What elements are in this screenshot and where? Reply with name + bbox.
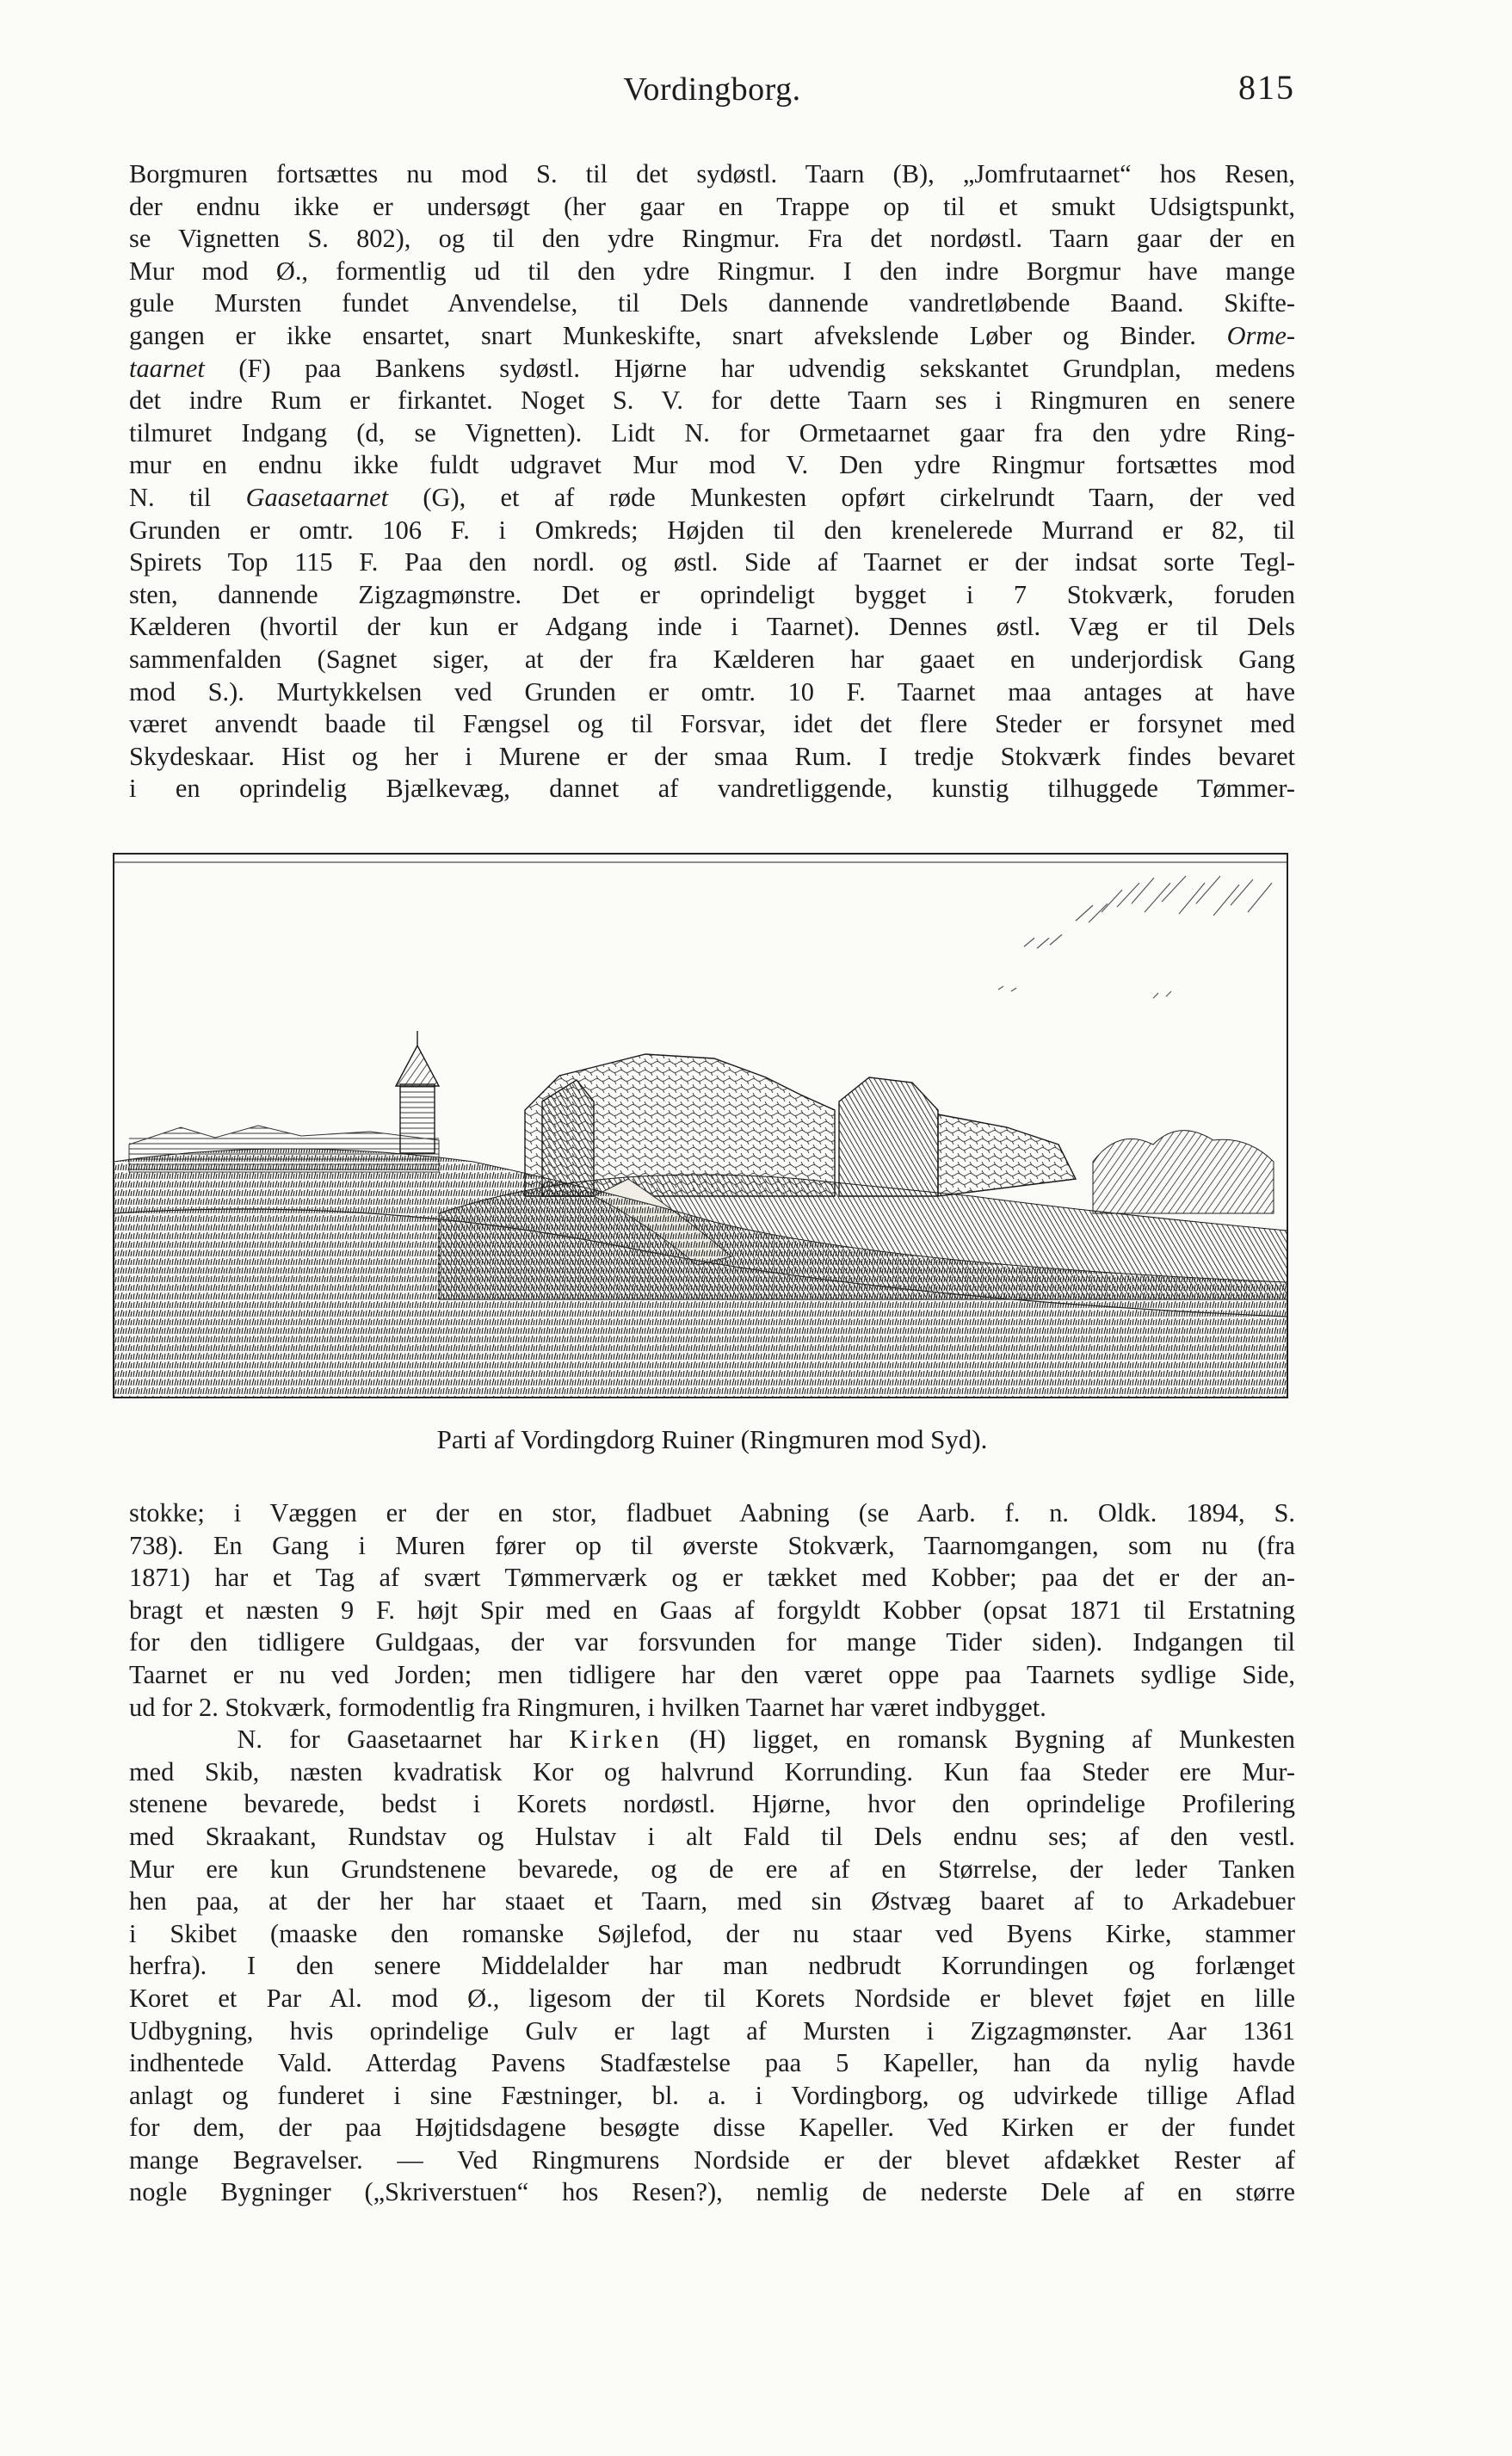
text-line: Skydeskaar. Hist og her i Murene er der smaa Rum. I tredje Stokværk findes bevaret bbox=[129, 741, 1295, 771]
figure-caption: Parti af Vordingdorg Ruiner (Ringmuren mod Syd). bbox=[436, 1424, 988, 1454]
text-line: for dem, der paa Højtidsdagene besøgte disse Kapeller. Ved Kirken er der fundet bbox=[129, 2113, 1295, 2143]
text-line: mur en endnu ikke fuldt udgravet Mur mod V. Den ydre Ringmur fortsættes mod bbox=[129, 450, 1295, 480]
text-line: Mur ere kun Grundstenene bevarede, og de ere af en Størrelse, der leder Tanken bbox=[129, 1854, 1295, 1884]
text-line: i en oprindelig Bjælkevæg, dannet af vandretliggende, kunstig tilhuggede Tømmer- bbox=[129, 774, 1295, 804]
text-line: for den tidligere Guldgaas, der var forsvunden for mange Tider siden). Indgangen til bbox=[129, 1627, 1295, 1657]
text-line: Grunden er omtr. 106 F. i Omkreds; Højden til den krenelerede Murrand er 82, til bbox=[129, 515, 1295, 545]
engraving-illustration bbox=[112, 852, 1289, 1399]
text-line: ud for 2. Stokværk, formodentlig fra Ringmuren, i hvilken Taarnet har været indbygget. bbox=[129, 1692, 1046, 1722]
text-line: det indre Rum er firkantet. Noget S. V. for dette Taarn ses i Ringmuren en senere bbox=[129, 386, 1295, 416]
spaced-term: Kirken bbox=[569, 1725, 663, 1755]
text-line: gule Mursten fundet Anvendelse, til Dels dannende vandretløbende Baand. Skifte- bbox=[129, 288, 1295, 318]
italic-term: Orme- bbox=[1226, 320, 1295, 350]
page-number: 815 bbox=[1238, 68, 1295, 107]
text-line bbox=[129, 1724, 1295, 1756]
text-line: stenene bevarede, bedst i Korets nordøstl. Hjørne, hvor den oprindelige Profilering bbox=[129, 1789, 1295, 1819]
text-line: bragt et næsten 9 F. højt Spir med en Gaas af forgyldt Kobber (opsat 1871 til Erstatning bbox=[129, 1595, 1295, 1625]
text-segment: N. til bbox=[129, 482, 212, 512]
text-line: herfra). I den senere Middelalder har man nedbrudt Korrundingen og forlænget bbox=[129, 1951, 1295, 1981]
text-line: sammenfalden (Sagnet siger, at der fra Kælderen har gaaet en underjordisk Gang bbox=[129, 644, 1295, 674]
text-segment: gangen er ikke ensartet, snart Munkeskifte, snart afvekslende Løber og Binder. bbox=[129, 320, 1196, 350]
text-line: Borgmuren fortsættes nu mod S. til det sydøstl. Taarn (B), „Jomfrutaarnet“ hos Resen, bbox=[129, 159, 1295, 188]
text-segment: (H) ligget, en romansk Bygning af Munkesten bbox=[662, 1725, 1295, 1755]
running-header bbox=[129, 68, 1295, 122]
text-line: Taarnet er nu ved Jorden; men tidligere har den været oppe paa Taarnets sydlige Side, bbox=[129, 1659, 1295, 1689]
text-line: anlagt og funderet i sine Fæstninger, bl. a. i Vordingborg, og udvirkede tillige Aflad bbox=[129, 2080, 1295, 2110]
text-line: med Skraakant, Rundstav og Hulstav i alt Fald til Dels endnu ses; af den vestl. bbox=[129, 1821, 1295, 1851]
text-line: mod S.). Murtykkelsen ved Grunden er omtr. 10 F. Taarnet maa antages at have bbox=[129, 676, 1295, 707]
italic-term: Gaasetaarnet bbox=[245, 482, 389, 512]
text-line: tilmuret Indgang (d, se Vignetten). Lidt N. for Ormetaarnet gaar fra den ydre Ring- bbox=[129, 417, 1295, 447]
text-line: med Skib, næsten kvadratisk Kor og halvrund Korrunding. Kun faa Steder ere Mur- bbox=[129, 1756, 1295, 1786]
italic-term: taarnet bbox=[129, 353, 205, 383]
text-line: Kælderen (hvortil der kun er Adgang inde i Taarnet). Dennes østl. Væg er til Dels bbox=[129, 612, 1295, 642]
text-line: se Vignetten S. 802), og til den ydre Ringmur. Fra det nordøstl. Taarn gaar der en bbox=[129, 224, 1295, 254]
text-line: været anvendt baade til Fængsel og til Forsvar, idet det flere Steder er forsynet med bbox=[129, 709, 1295, 739]
text-line: der endnu ikke er undersøgt (her gaar en Trappe op til et smukt Udsigtspunkt, bbox=[129, 191, 1295, 221]
text-line: Spirets Top 115 F. Paa den nordl. og østl. Side af Taarnet er der indsat sorte Tegl- bbox=[129, 547, 1295, 577]
running-title: Vordingborg. bbox=[623, 71, 801, 108]
text-segment: (F) paa Bankens sydøstl. Hjørne har udvendig sekskantet Grundplan, medens bbox=[204, 353, 1295, 383]
text-line bbox=[129, 353, 1295, 386]
text-segment: (G), et af røde Munkesten opført cirkelrundt Taarn, der ved bbox=[388, 482, 1295, 512]
text-line: i Skibet (maaske den romanske Søjlefod, der nu staar ved Byens Kirke, stammer bbox=[129, 1918, 1295, 1948]
text-line bbox=[129, 482, 1295, 515]
text-line: 738). En Gang i Muren fører op til øverste Stokværk, Taarnomgangen, som nu (fra bbox=[129, 1530, 1295, 1560]
text-line bbox=[129, 320, 1295, 353]
text-line: nogle Bygninger („Skriverstuen“ hos Resen?), nemlig de nederste Dele af en større bbox=[129, 2177, 1295, 2207]
text-line: Mur mod Ø., formentlig ud til den ydre Ringmur. I den indre Borgmur have mange bbox=[129, 256, 1295, 286]
text-line: Udbygning, hvis oprindelige Gulv er lagt af Mursten i Zigzagmønster. Aar 1361 bbox=[129, 2015, 1295, 2046]
paragraph-ringmur bbox=[129, 158, 1295, 805]
text-line: stokke; i Væggen er der en stor, fladbuet Aabning (se Aarb. f. n. Oldk. 1894, S. bbox=[129, 1498, 1295, 1527]
text-line: hen paa, at der her har staaet et Taarn, med sin Østvæg baaret af to Arkadebuer bbox=[129, 1886, 1295, 1916]
text-line: Koret et Par Al. mod Ø., ligesom der til Korets Nordside er blevet føjet en lille bbox=[129, 1983, 1295, 2013]
text-line: sten, dannende Zigzagmønstre. Det er oprindeligt bygget i 7 Stokværk, foruden bbox=[129, 579, 1295, 609]
text-segment: N. for Gaasetaarnet har bbox=[237, 1725, 570, 1755]
text-line: mange Begravelser. — Ved Ringmurens Nordside er der blevet afdækket Rester af bbox=[129, 2144, 1295, 2175]
paragraph-gaasetaarnet bbox=[129, 1497, 1295, 2209]
ruin-engraving bbox=[112, 852, 1289, 1399]
text-line: 1871) har et Tag af svært Tømmerværk og er tækket med Kobber; paa det er der an- bbox=[129, 1563, 1295, 1593]
text-line: indhentede Vald. Atterdag Pavens Stadfæstelse paa 5 Kapeller, han da nylig havde bbox=[129, 2048, 1295, 2078]
